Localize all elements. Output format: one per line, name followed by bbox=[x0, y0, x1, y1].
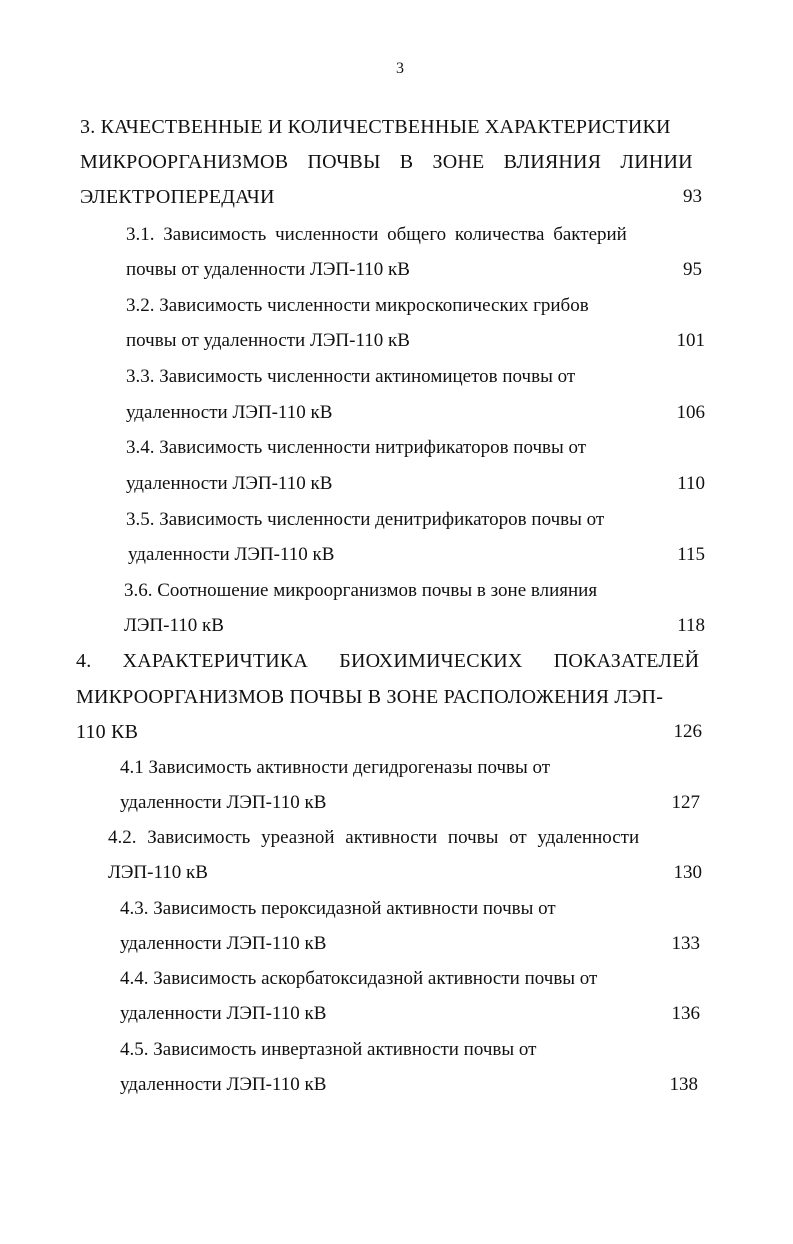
section-page: 136 bbox=[671, 1003, 700, 1024]
section-line-2: ЛЭП-110 кВ bbox=[108, 862, 208, 883]
section-page: 106 bbox=[676, 402, 705, 423]
section-line-1: 3.2. Зависимость численности микроскопических грибов bbox=[126, 295, 589, 316]
section-line-2: удаленности ЛЭП-110 кВ bbox=[120, 1074, 327, 1095]
section-page: 95 bbox=[683, 259, 702, 280]
chapter-3-page: 93 bbox=[683, 186, 702, 207]
section-line-1: 4.1 Зависимость активности дегидрогеназы почвы от bbox=[120, 757, 551, 778]
section-line-1: 4.4. Зависимость аскорбатоксидазной активности почвы от bbox=[120, 968, 598, 989]
section-line-2: удаленности ЛЭП-110 кВ bbox=[128, 544, 335, 565]
section-line-1: 4.5. Зависимость инвертазной активности почвы от bbox=[120, 1039, 537, 1060]
section-line-1: 3.1. Зависимость численности общего количества бактерий bbox=[126, 224, 627, 245]
section-line-1: 4.3. Зависимость пероксидазной активности почвы от bbox=[120, 898, 556, 919]
section-page: 118 bbox=[677, 615, 705, 636]
section-line-1: 4.2. Зависимость уреазной активности почвы от удаленности bbox=[108, 827, 640, 848]
section-line-2: удаленности ЛЭП-110 кВ bbox=[120, 933, 327, 954]
chapter-4-title-line-3: 110 КВ bbox=[76, 721, 139, 743]
page-number: 3 bbox=[396, 60, 404, 77]
section-line-1: 3.6. Соотношение микроорганизмов почвы в зоне влияния bbox=[124, 580, 598, 601]
chapter-3-title-line-3: ЭЛЕКТРОПЕРЕДАЧИ bbox=[80, 186, 275, 208]
section-page: 127 bbox=[671, 792, 700, 813]
chapter-4-title-line-2: МИКРООРГАНИЗМОВ ПОЧВЫ В ЗОНЕ РАСПОЛОЖЕНИЯ ЛЭП- bbox=[76, 686, 664, 708]
section-page: 115 bbox=[677, 544, 705, 565]
section-page: 101 bbox=[676, 330, 705, 351]
chapter-4-title-line-1: 4. ХАРАКТЕРИЧТИКА БИОХИМИЧЕСКИХ ПОКАЗАТЕЛЕЙ bbox=[76, 650, 700, 672]
section-page: 130 bbox=[673, 862, 702, 883]
section-line-2: удаленности ЛЭП-110 кВ bbox=[126, 402, 333, 423]
section-line-2: почвы от удаленности ЛЭП-110 кВ bbox=[126, 259, 410, 280]
section-line-2: удаленности ЛЭП-110 кВ bbox=[126, 473, 333, 494]
chapter-4-page: 126 bbox=[673, 721, 702, 742]
section-page: 110 bbox=[677, 473, 705, 494]
section-page: 138 bbox=[669, 1074, 698, 1095]
chapter-3-title-line-1: 3. КАЧЕСТВЕННЫЕ И КОЛИЧЕСТВЕННЫЕ ХАРАКТЕРИСТИКИ bbox=[80, 116, 671, 138]
section-line-2: удаленности ЛЭП-110 кВ bbox=[120, 1003, 327, 1024]
section-line-1: 3.4. Зависимость численности нитрификаторов почвы от bbox=[126, 437, 587, 458]
section-line-2: ЛЭП-110 кВ bbox=[124, 615, 224, 636]
section-page: 133 bbox=[671, 933, 700, 954]
section-line-2: удаленности ЛЭП-110 кВ bbox=[120, 792, 327, 813]
section-line-1: 3.3. Зависимость численности актиномицетов почвы от bbox=[126, 366, 576, 387]
chapter-3-title-line-2: МИКРООРГАНИЗМОВ ПОЧВЫ В ЗОНЕ ВЛИЯНИЯ ЛИНИИ bbox=[80, 151, 693, 173]
section-line-2: почвы от удаленности ЛЭП-110 кВ bbox=[126, 330, 410, 351]
section-line-1: 3.5. Зависимость численности денитрификаторов почвы от bbox=[126, 509, 605, 530]
